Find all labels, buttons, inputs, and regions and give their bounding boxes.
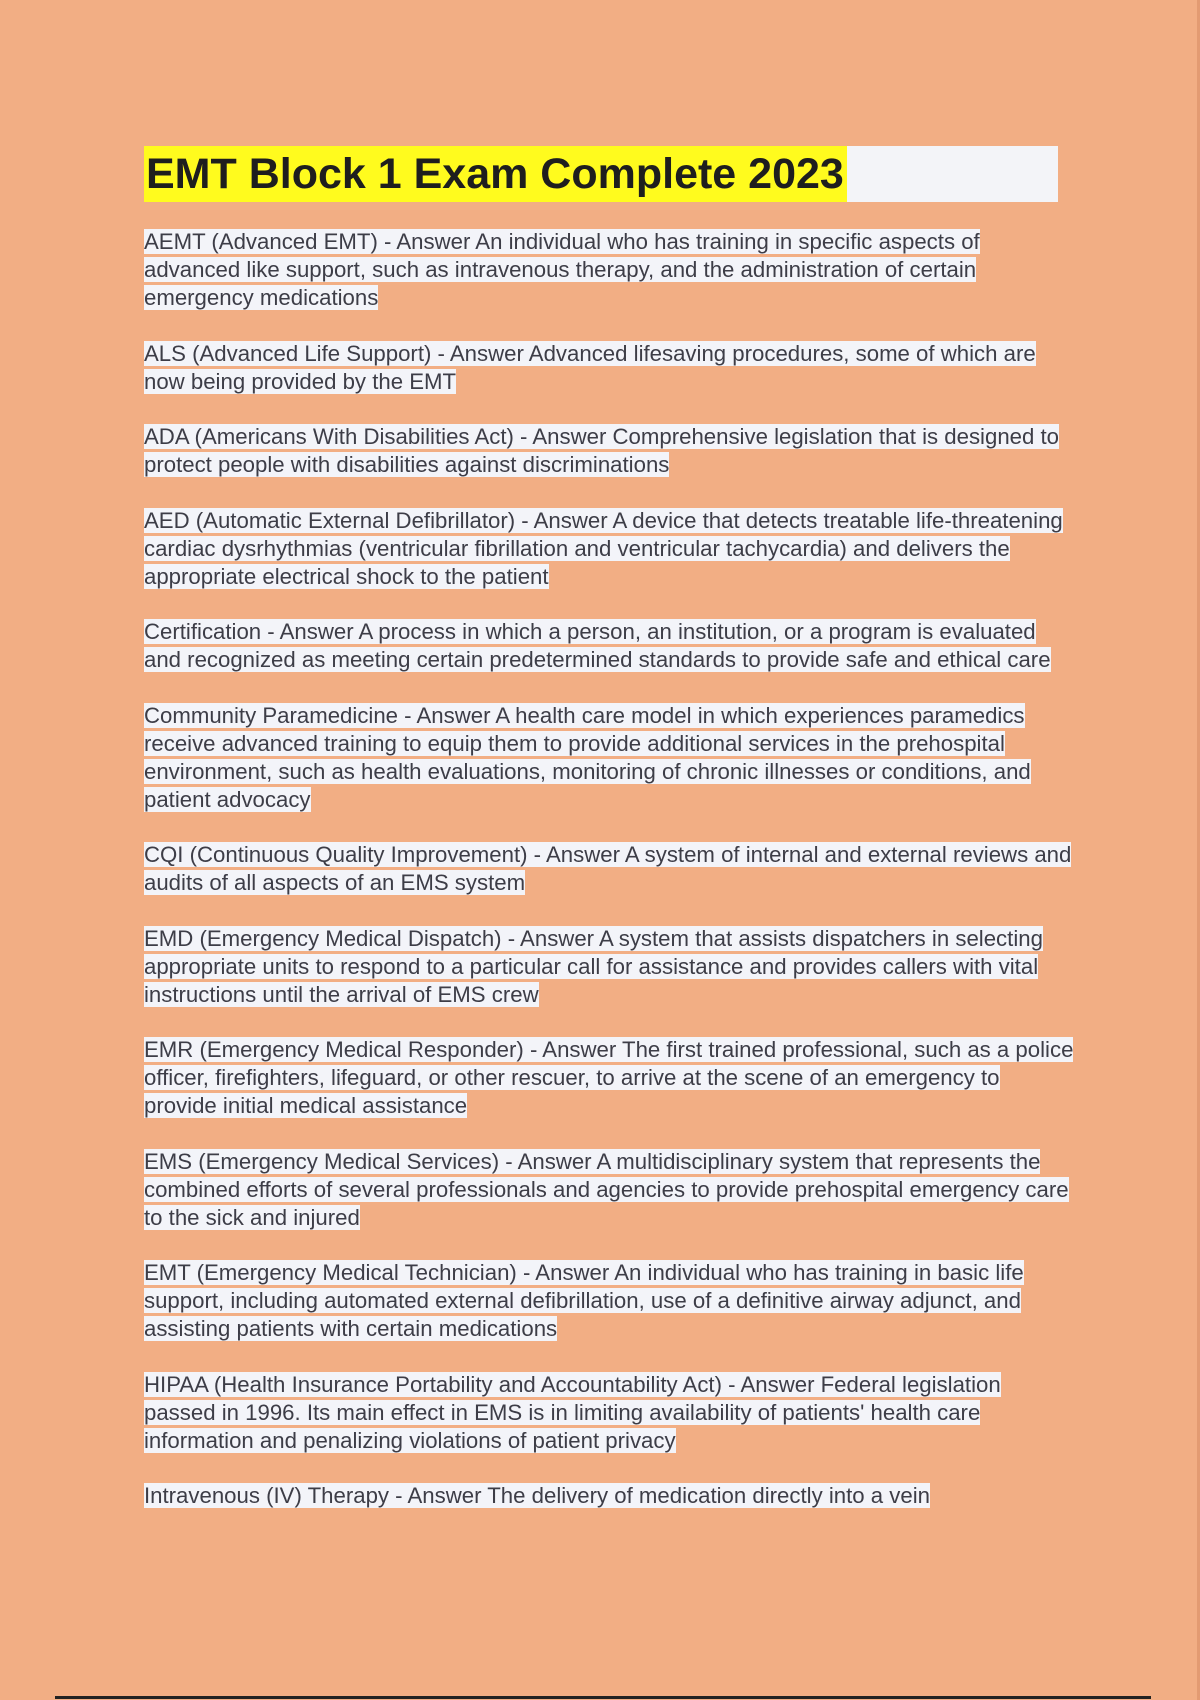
entry-hipaa — [144, 1371, 1074, 1455]
entry-ada — [144, 423, 1074, 479]
entry-emd — [144, 925, 1074, 1009]
footer-rule — [55, 1696, 1151, 1699]
entry-cqi — [144, 841, 1074, 897]
entry-emr — [144, 1036, 1074, 1120]
entry-emt — [144, 1259, 1074, 1343]
entry-text: EMS (Emergency Medical Services) - Answer A multidisciplinary system that represents the combined efforts of several professionals and agencies to provide prehospital emergency care to the sick and injured — [144, 1148, 1069, 1230]
entry-certification — [144, 618, 1074, 674]
entry-text: ADA (Americans With Disabilities Act) - Answer Comprehensive legislation that is designed to protect people with disabilities against discriminations — [144, 424, 1060, 477]
entry-list — [144, 228, 1074, 1538]
entry-text: Community Paramedicine - Answer A health care model in which experiences paramedics receive advanced training to equip them to provide additional services in the prehospital environment, such as health evaluations, monitoring of chronic illnesses or conditions, and patient advocacy — [144, 702, 1031, 812]
entry-text: Intravenous (IV) Therapy - Answer The delivery of medication directly into a vein — [144, 1483, 930, 1508]
entry-community-paramedicine — [144, 702, 1074, 814]
page-title: EMT Block 1 Exam Complete 2023 — [144, 146, 847, 202]
entry-aemt — [144, 228, 1074, 312]
entry-text: HIPAA (Health Insurance Portability and Accountability Act) - Answer Federal legislation passed in 1996. Its main effect in EMS is in limiting availability of patients' health care information and penalizing violations of patient privacy — [144, 1371, 1001, 1453]
entry-iv-therapy — [144, 1482, 1074, 1510]
entry-text: Certification - Answer A process in which a person, an institution, or a program is evaluated and recognized as meeting certain predetermined standards to provide safe and ethical care — [144, 619, 1051, 672]
entry-text: EMT (Emergency Medical Technician) - Answer An individual who has training in basic life support, including automated external defibrillation, use of a definitive airway adjunct, and assisting patients with certain medications — [144, 1260, 1024, 1341]
entry-als — [144, 340, 1074, 396]
title-band — [144, 146, 1058, 202]
entry-text: ALS (Advanced Life Support) - Answer Advanced lifesaving procedures, some of which are now being provided by the EMT — [144, 340, 1036, 394]
entry-text: CQI (Continuous Quality Improvement) - Answer A system of internal and external reviews and audits of all aspects of an EMS system — [144, 842, 1072, 895]
entry-aed — [144, 507, 1074, 591]
entry-text: AED (Automatic External Defibrillator) - Answer A device that detects treatable life-threatening cardiac dysrhythmias (ventricular fibrillation and ventricular tachycardia) and delivers the appropriate electrical shock to the patient — [144, 507, 1063, 589]
entry-text: AEMT (Advanced EMT) - Answer An individual who has training in specific aspects of advanced like support, such as intravenous therapy, and the administration of certain emergency medications — [144, 229, 980, 310]
entry-ems — [144, 1148, 1074, 1232]
entry-text: EMD (Emergency Medical Dispatch) - Answer A system that assists dispatchers in selecting appropriate units to respond to a particular call for assistance and provides callers with vital instructions until the arrival of EMS crew — [144, 925, 1043, 1007]
entry-text: EMR (Emergency Medical Responder) - Answer The first trained professional, such as a police officer, firefighters, lifeguard, or other rescuer, to arrive at the scene of an emergency to provide initial medical assistance — [144, 1037, 1074, 1118]
